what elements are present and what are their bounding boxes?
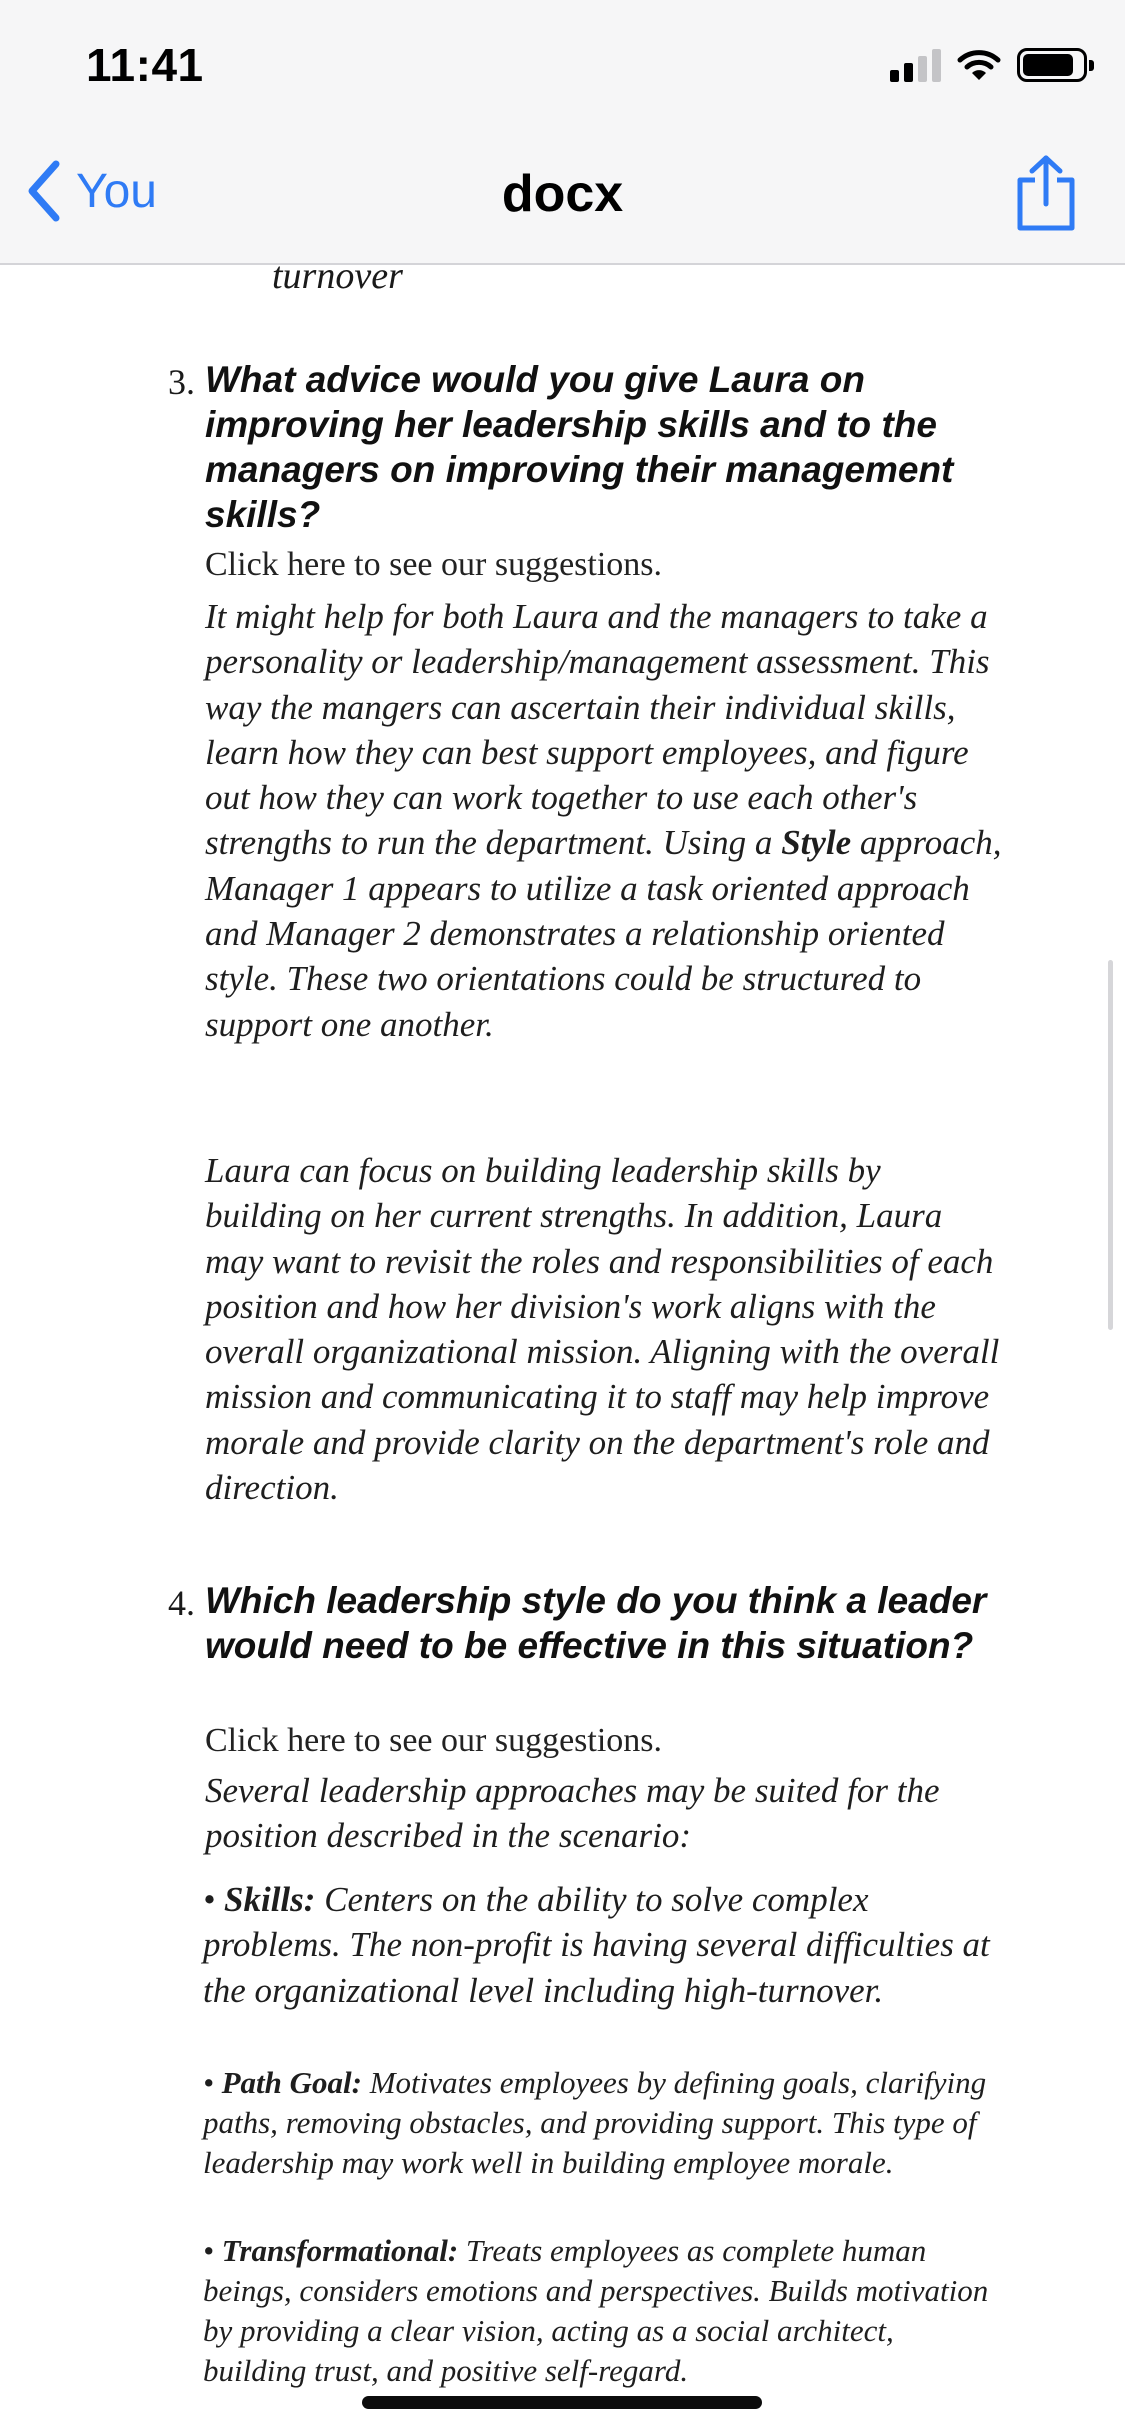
question-number: 4. [168, 1583, 195, 1623]
answer-paragraph [205, 594, 1005, 1047]
status-time: 11:41 [86, 39, 204, 91]
bullet-term: Skills: [224, 1880, 316, 1919]
wifi-icon [957, 48, 1001, 82]
back-label: You [76, 164, 157, 218]
answer-text: It might help for both Laura and the managers to take a personality or leadership/management assessment. This way the mangers can ascertain their individual skills, learn how they can best support employees, and figure out how they can work together to use each other's strengths to run the department. Using a [205, 597, 990, 863]
question-text: Which leadership style do you think a leader would need to be effective in this situation? [205, 1580, 987, 1666]
bullet-desc: Treats employees as complete human beings, considers emotions and perspectives. Builds motivation by providing a clear vision, acting as a social architect, building trust, and positive self-regard. [203, 2233, 989, 2388]
question-text: What advice would you give Laura on improving her leadership skills and to the managers on improving their management skills? [205, 359, 954, 535]
bullet-desc: Motivates employees by defining goals, clarifying paths, removing obstacles, and providing support. This type of leadership may work well in building employee morale. [203, 2065, 987, 2180]
bullet-skills [203, 1877, 1003, 2013]
bullet-desc: Centers on the ability to solve complex problems. The non-profit is having several difficulties at the organizational level including high-turnover. [203, 1880, 990, 2010]
bullet-path-goal [203, 2063, 1003, 2183]
nav-title: docx [501, 165, 624, 223]
intro-paragraph: Several leadership approaches may be suited for the position described in the scenario: [205, 1771, 940, 1856]
bullet-marker: • [203, 2233, 222, 2268]
bullet-marker: • [203, 2065, 222, 2100]
cellular-signal-icon [890, 48, 941, 82]
document-view[interactable] [0, 265, 1125, 2436]
status-icons [890, 48, 1087, 82]
bullet-term: Path Goal: [221, 2065, 362, 2100]
share-button[interactable] [1015, 154, 1077, 237]
continued-text: turnover [272, 265, 403, 297]
question-number: 3. [168, 362, 195, 402]
answer-text: approach, Manager 1 appears to utilize a task oriented approach and Manager 2 demonstrates a relationship oriented style. These two orientations could be structured to support one another. [205, 823, 1002, 1044]
bullet-transformational [203, 2231, 1003, 2391]
suggestions-link[interactable]: Click here to see our suggestions. [205, 546, 663, 583]
bullet-term: Transformational: [221, 2233, 459, 2268]
battery-icon [1017, 48, 1087, 82]
share-icon [1015, 154, 1077, 232]
home-indicator[interactable] [362, 2396, 762, 2409]
emphasis-text: Style [781, 823, 852, 863]
suggestions-link[interactable]: Click here to see our suggestions. [205, 1722, 663, 1759]
answer-paragraph: Laura can focus on building leadership skills by building on her current strengths. In addition, Laura may want to revisit the roles and responsibilities of each position and how her division's work aligns with the overall organizational mission. Aligning with the overall mission and communicating it to staff may help improve morale and provide clarity on the department's role and direction. [205, 1151, 1000, 1508]
scrollbar[interactable] [1108, 960, 1113, 1330]
bullet-marker: • [203, 1880, 225, 1919]
top-bar [0, 0, 1125, 265]
